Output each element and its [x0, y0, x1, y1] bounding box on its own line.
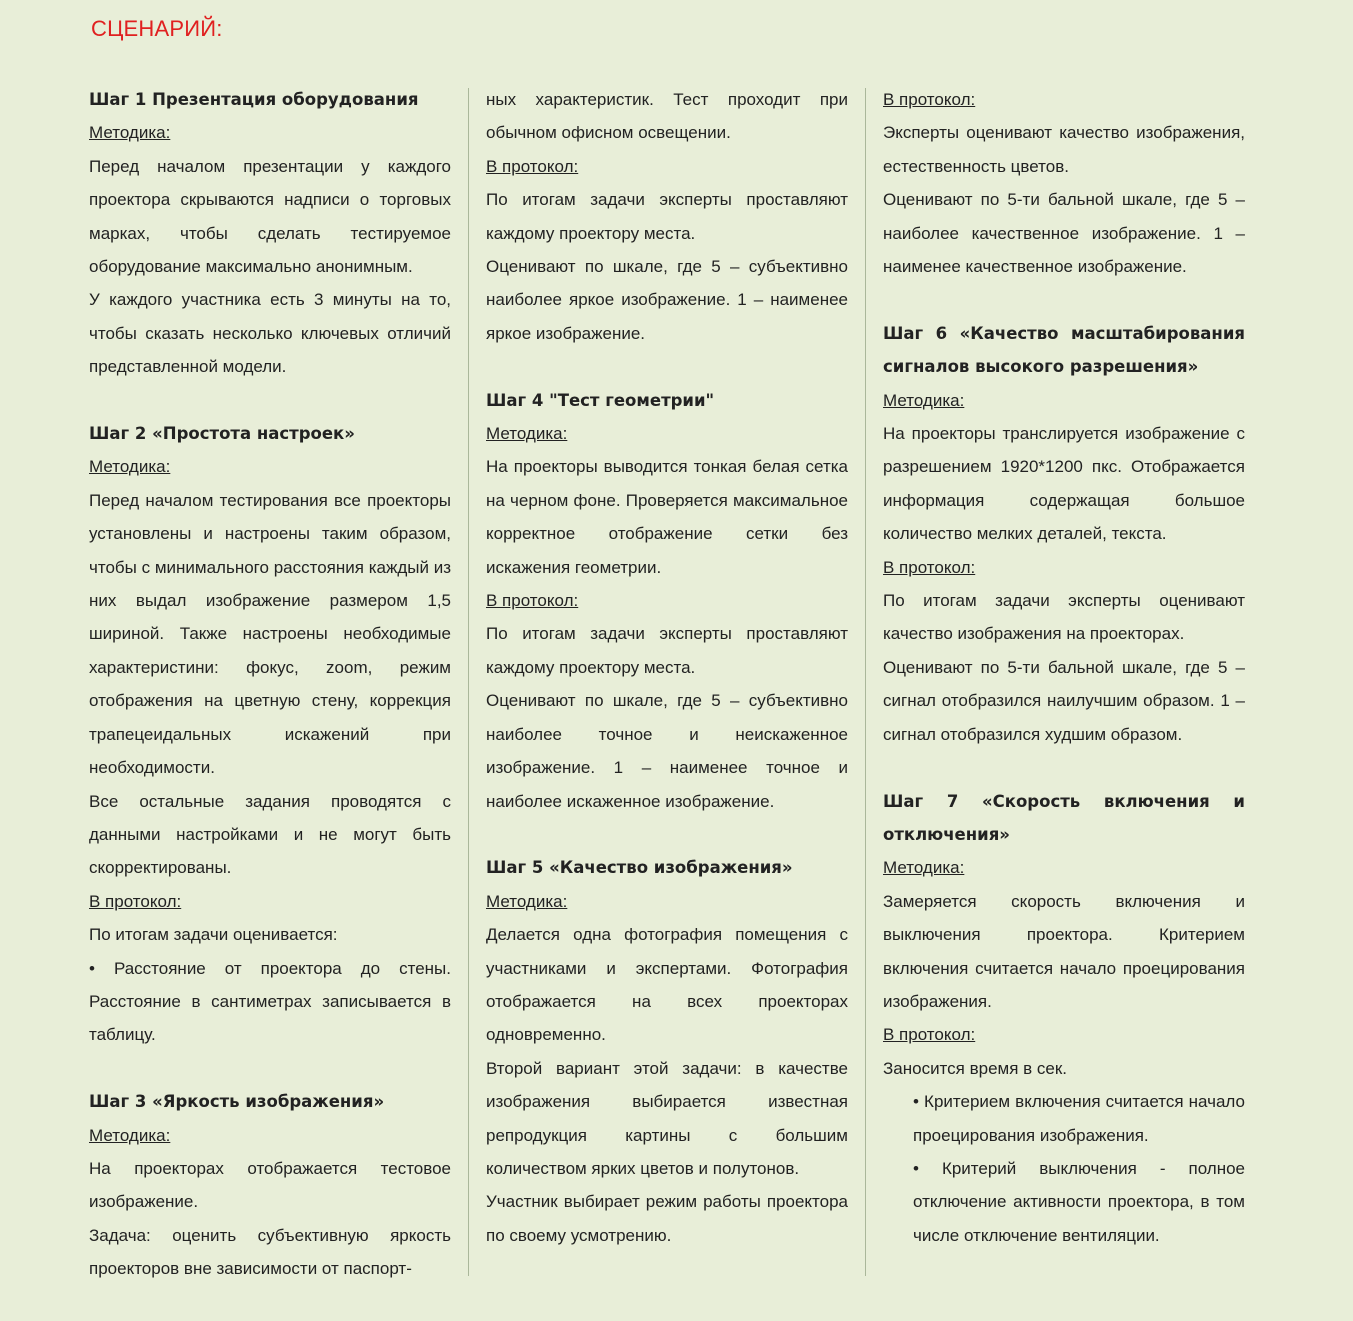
paragraph: По итогам задачи эксперты проставляют каждому проектору места.: [486, 190, 848, 243]
paragraph: Все остальные задания проводятся с данными настройками и не могут быть скорректированы.: [89, 791, 451, 878]
protocol-label: В протокол:: [89, 891, 182, 911]
paragraph: ных характеристик. Тест проходит при обычном офисном освещении.: [486, 90, 848, 143]
step-6-heading: Шаг 6 «Качество масштабирования сигналов высокого разрешения»: [883, 323, 1245, 377]
protocol-label: В протокол:: [883, 1025, 976, 1045]
step-7-heading: Шаг 7 «Скорость включения и отключения»: [883, 791, 1245, 844]
paragraph: Замеряется скорость включения и выключения проектора. Критерием включения считается начало проецирования изображения.: [883, 891, 1245, 1011]
paragraph: Задача: оценить субъективную яркость проекторов вне зависимости от паспорт-: [89, 1225, 451, 1279]
column-2: [486, 83, 848, 1252]
methodology-label: Методика:: [89, 1125, 171, 1145]
paragraph: На проекторы выводится тонкая белая сетка на черном фоне. Проверяется максимальное корректное отображение сетки без искажения геометрии.: [486, 457, 848, 577]
protocol-label: В протокол:: [486, 591, 579, 611]
paragraph: Оценивают по шкале, где 5 – субъективно наиболее яркое изображение. 1 – наименее яркое изображение.: [486, 257, 848, 343]
paragraph: У каждого участника есть 3 минуты на то, чтобы сказать несколько ключевых отличий представленной модели.: [89, 290, 451, 377]
methodology-label: Методика:: [883, 858, 965, 878]
paragraph: Делается одна фотография помещения с участниками и экспертами. Фотография отображается на всех проекторах одновременно.: [486, 925, 848, 1045]
paragraph: Оценивают по 5-ти бальной шкале, где 5 – сигнал отобразился наилучшим образом. 1 – сигнал отобразился худшим образом.: [883, 657, 1245, 744]
bullet-item: • Критерий выключения - полное отключение активности проектора, в том числе отключение вентиляции.: [913, 1158, 1245, 1245]
paragraph: Оценивают по 5-ти бальной шкале, где 5 – наиболее качественное изображение. 1 – наименее качественное изображение.: [883, 190, 1245, 277]
paragraph: По итогам задачи эксперты проставляют каждому проектору места.: [486, 624, 848, 677]
paragraph: Оценивают по шкале, где 5 – субъективно наиболее точное и неискаженное изображение. 1 – наименее точное и наиболее искаженное изображение.: [486, 691, 848, 811]
bullet-item: • Критерием включения считается начало проецирования изображения.: [913, 1092, 1245, 1145]
methodology-label: Методика:: [89, 457, 171, 477]
column-1: [89, 83, 451, 1286]
methodology-label: Методика:: [89, 123, 171, 143]
column-divider: [865, 88, 866, 1276]
step-1-heading: Шаг 1 Презентация оборудования: [89, 90, 419, 109]
paragraph: Второй вариант этой задачи: в качестве изображения выбирается известная репродукция картины с большим количеством ярких цветов и полутонов.: [486, 1058, 848, 1178]
step-3-heading: Шаг 3 «Яркость изображения»: [89, 1092, 385, 1112]
protocol-label: В протокол:: [883, 90, 976, 109]
protocol-label: В протокол:: [883, 557, 976, 577]
step-5-heading: Шаг 5 «Качество изображения»: [486, 858, 793, 878]
column-3: [883, 83, 1245, 1252]
methodology-label: Методика:: [883, 390, 965, 410]
page-title: СЦЕНАРИЙ:: [91, 16, 223, 41]
methodology-label: Методика:: [486, 891, 568, 911]
bullet-item: • Расстояние от проектора до стены. Расстояние в сантиметрах записывается в таблицу.: [89, 958, 451, 1045]
paragraph: На проекторах отображается тестовое изображение.: [89, 1158, 451, 1212]
paragraph: Заносится время в сек.: [883, 1058, 1068, 1078]
paragraph: Участник выбирает режим работы проектора по своему усмотрению.: [486, 1192, 848, 1245]
paragraph: Эксперты оценивают качество изображения, естественность цветов.: [883, 123, 1245, 176]
paragraph: По итогам задачи оценивается:: [89, 925, 338, 945]
paragraph: Перед началом презентации у каждого проектора скрываются надписи о торговых марках, чтобы сделать тестируемое оборудование максимально анонимным.: [89, 156, 451, 277]
step-2-heading: Шаг 2 «Простота настроек»: [89, 424, 355, 444]
paragraph: Перед началом тестирования все проекторы установлены и настроены таким образом, чтобы с минимального расстояния каждый из них выдал изображение размером 1,5 шириной. Также настроены необходимые характеристини: фокус, zoom, режим отображения на цветную стену, коррекция трапецеидальных искажений при необходимости.: [89, 490, 451, 778]
step-4-heading: Шаг 4 "Тест геометрии": [486, 390, 715, 410]
methodology-label: Методика:: [486, 424, 568, 444]
column-divider: [468, 88, 469, 1276]
paragraph: На проекторы транслируется изображение с разрешением 1920*1200 пкс. Отображается информация содержащая большое количество мелких деталей, текста.: [883, 424, 1245, 544]
protocol-label: В протокол:: [486, 156, 579, 176]
paragraph: По итогам задачи эксперты оценивают качество изображения на проекторах.: [883, 591, 1245, 644]
